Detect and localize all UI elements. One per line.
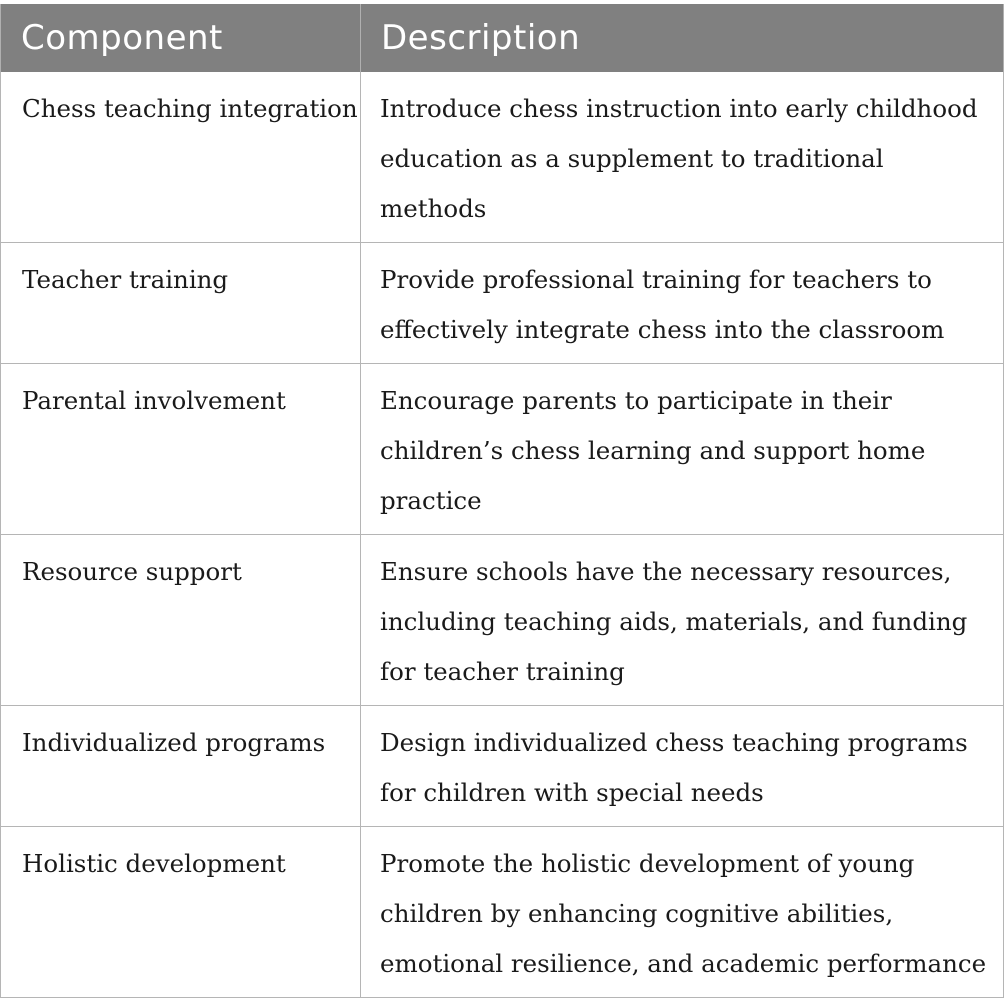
description-cell: Encourage parents to participate in their children’s chess learning and support home practice (361, 364, 1004, 535)
description-cell: Provide professional training for teachers to effectively integrate chess into the classroom (361, 243, 1004, 364)
header-component: Component (1, 4, 361, 72)
component-cell: Individualized programs (1, 706, 361, 827)
components-table-container (0, 4, 1004, 998)
table-row (1, 535, 1004, 706)
description-cell: Design individualized chess teaching programs for children with special needs (361, 706, 1004, 827)
table-row (1, 706, 1004, 827)
header-description: Description (361, 4, 1004, 72)
component-cell: Teacher training (1, 243, 361, 364)
table-row (1, 72, 1004, 243)
description-cell: Promote the holistic development of young children by enhancing cognitive abilities, emotional resilience, and academic performance (361, 827, 1004, 998)
component-cell: Chess teaching integration (1, 72, 361, 243)
component-cell: Holistic development (1, 827, 361, 998)
component-cell: Resource support (1, 535, 361, 706)
components-table (0, 4, 1004, 998)
table-row (1, 364, 1004, 535)
component-cell: Parental involvement (1, 364, 361, 535)
table-row (1, 243, 1004, 364)
description-cell: Ensure schools have the necessary resources, including teaching aids, materials, and funding for teacher training (361, 535, 1004, 706)
table-header-row (1, 4, 1004, 72)
table-row (1, 827, 1004, 998)
description-cell: Introduce chess instruction into early childhood education as a supplement to traditional methods (361, 72, 1004, 243)
